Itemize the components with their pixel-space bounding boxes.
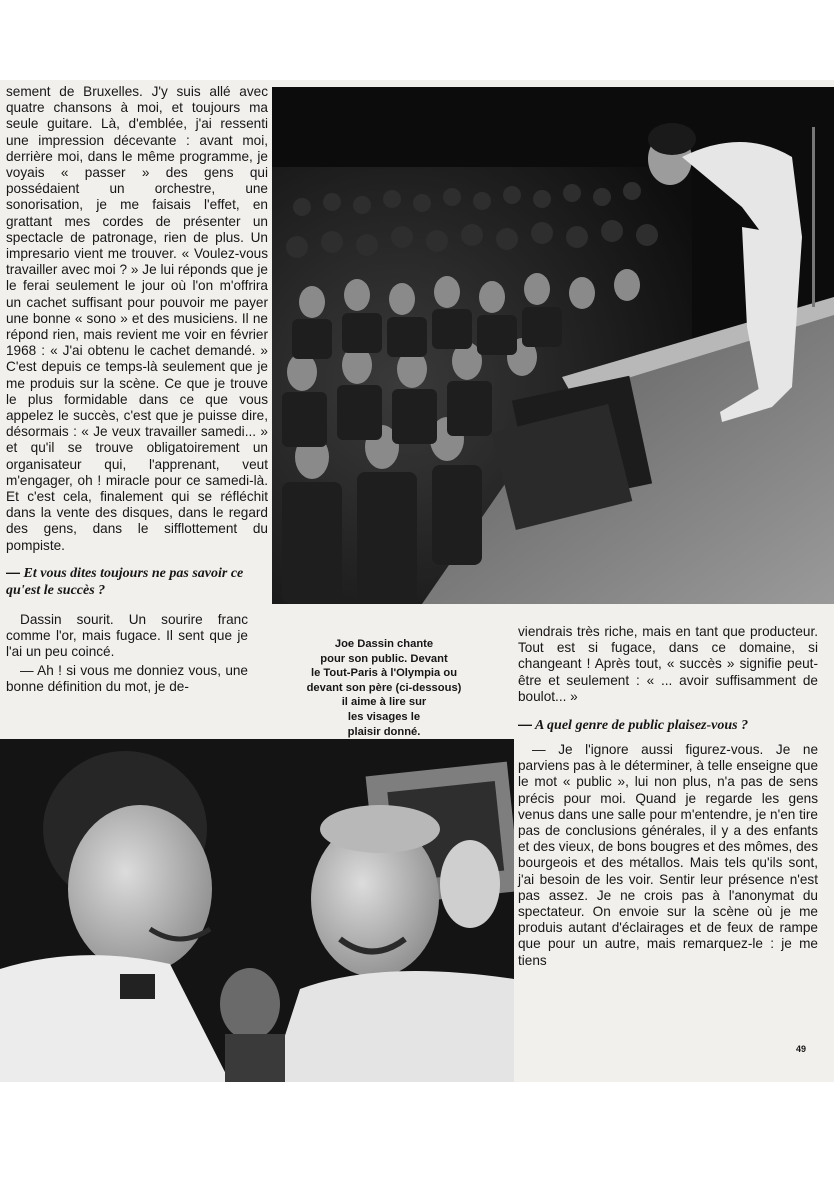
article-column-3 [518, 624, 818, 707]
concert-stage-illustration [272, 87, 834, 604]
paragraph: — Ah ! si vous me donniez vous, une bonne définition du mot, je de- [6, 662, 248, 694]
article-column-1 [6, 84, 268, 607]
question-dash: — [518, 716, 532, 732]
concert-stage-photo [272, 87, 834, 604]
caption-line: devant son père (ci-dessous) [306, 681, 462, 694]
interview-question [6, 564, 268, 599]
dassin-father-illustration [0, 739, 514, 1082]
caption-line: il aime à lire sur [341, 696, 427, 709]
caption-line: pour son public. Devant [320, 652, 448, 665]
question-text: A quel genre de public plaisez-vous ? [534, 718, 749, 733]
caption-line: plaisir donné. [347, 725, 421, 738]
caption-line: Joe Dassin chante [334, 638, 434, 650]
caption-line: le Tout-Paris à l'Olympia ou [310, 667, 458, 680]
magazine-page [0, 80, 834, 1082]
paragraph: sement de Bruxelles. J'y suis allé avec quatre chansons à moi, et toujours ma seule guitare. Là, d'emblée, j'ai ressenti une impression décevante : avant moi, derrière moi, dans le même programme, je voyais « passer » des gens qui possédaient un orchestre, une sonorisation, je me faisais l'effet, en grattant mes cordes de présenter un spectacle de patronage, rien de plus. Un impresario vient me trouver. « Voulez-vous travailler avec moi ? » Je lui réponds que je le ferai seulement le jour où l'on m'offrira un cachet suffisant pour pouvoir me payer une bonne « sono » et des musiciens. Il ne répond rien, mais revient me voir en février 1968 : « J'ai obtenu le cachet demandé. » C'est depuis ce temps-là seulement que je me produis sur la scène. Ce que je trouve le plus formidable dans ce que vous appelez le succès, c'est que je puisse dire, désormais : « Je veux travailler samedi... » et qu'il se trouve obligatoirement un organisateur qui, l'apprenant, veut m'engager, oh ! miracle pour ce samedi-là. Et c'est cela, finalement qui se réfléchit dans la vente des disques, dans le regard des gens, dans le sifflottement du pompiste. [6, 84, 268, 553]
article-column-4 [518, 716, 818, 971]
page-number: 49 [796, 1044, 807, 1054]
question-dash: — [6, 563, 20, 580]
interview-question [518, 716, 818, 734]
photo-caption [296, 637, 472, 739]
paragraph: — Je l'ignore aussi figurez-vous. Je ne parviens pas à le déterminer, à telle enseigne que le mot « public », lui non plus, n'a pas de sens précis pour moi. Quand je regarde les gens venus dans une salle pour m'entendre, je n'en tire pas de conclusions générales, il y a des enfants et des vieux, de bons bougres et des mômes, des bourgeois et des métallos. Mais tels qu'ils sont, j'ai besoin de les voir. Sentir leur présence n'est pas assez. Je ne crois pas à l'anonymat du spectateur. On envoie sur la scène où je me produis autant d'éclairages et de feux de rampe que pour un autre, mais remarquez-le : je me tiens [518, 742, 819, 968]
question-text: Et vous dites toujours ne pas savoir ce qu'est le succès ? [6, 565, 244, 598]
paragraph: viendrais très riche, mais en tant que producteur. Tout est si fugace, dans ce domaine, si changeant ! Après tout, « succès » signifie peut-être et seulement : « ... avoir suffisamment de boulot... » [518, 624, 818, 704]
article-column-2 [6, 612, 248, 697]
caption-line: les visages le [347, 710, 421, 723]
dassin-father-photo [0, 739, 514, 1082]
paragraph: Dassin sourit. Un sourire franc comme l'or, mais fugace. Il sent que je l'ai un peu coincé. [6, 612, 248, 660]
